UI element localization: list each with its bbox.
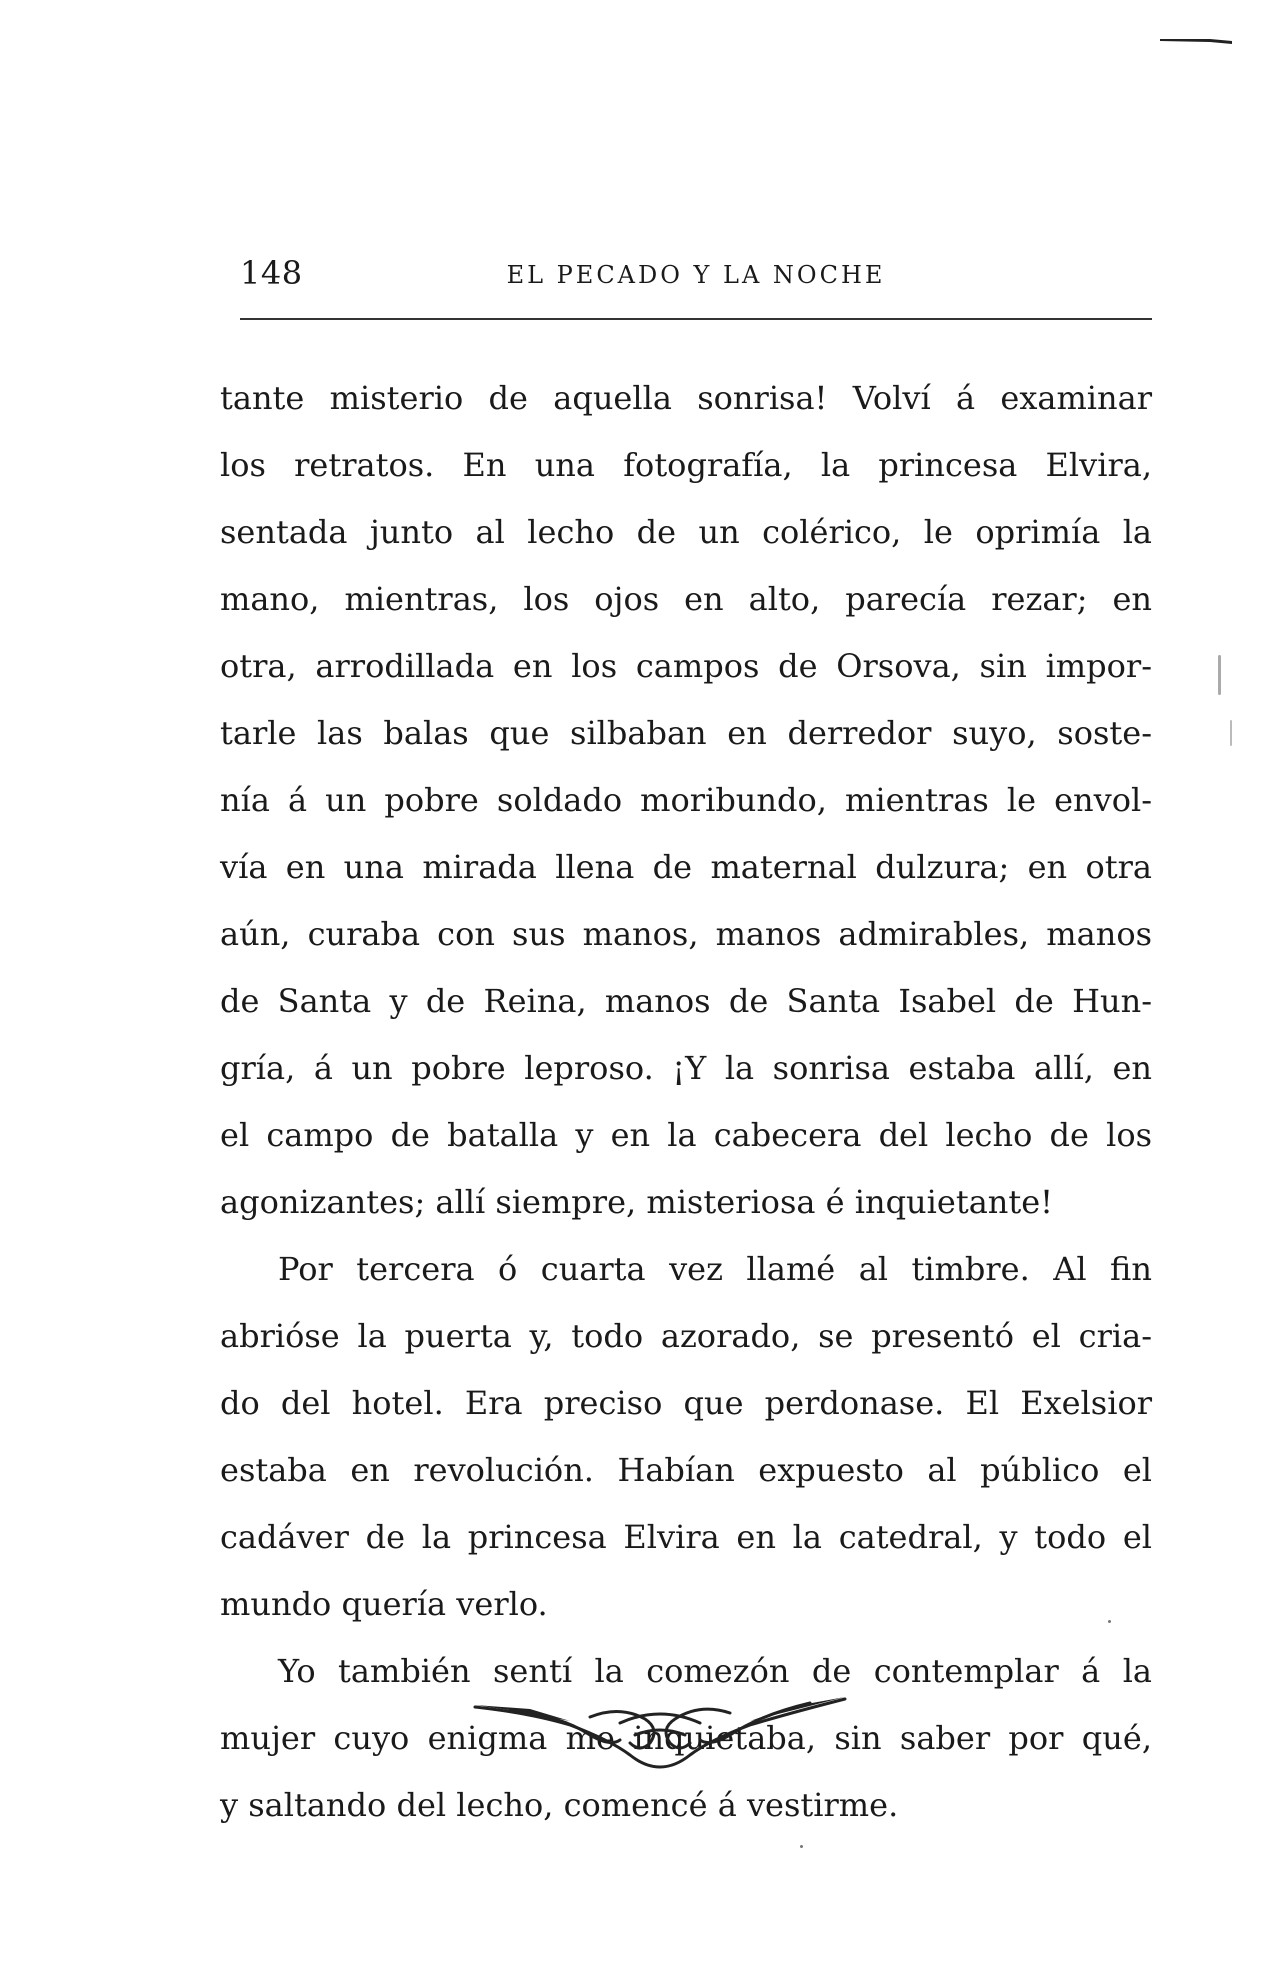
text-line: nía á un pobre soldado moribundo, mientras le envol- bbox=[220, 781, 1152, 819]
header-rule bbox=[240, 318, 1152, 320]
text-line: mano, mientras, los ojos en alto, parecía rezar; en bbox=[220, 580, 1152, 618]
page-number: 148 bbox=[240, 254, 303, 292]
text-line: mujer cuyo enigma me inquietaba, sin saber por qué, bbox=[220, 1719, 1152, 1757]
text-line: los retratos. En una fotografía, la princesa Elvira, bbox=[220, 446, 1152, 484]
text-line: tarle las balas que silbaban en derredor suyo, soste- bbox=[220, 714, 1152, 752]
margin-speck bbox=[800, 1845, 803, 1848]
body-text bbox=[220, 365, 1152, 1839]
running-title: EL PECADO Y LA NOCHE bbox=[506, 261, 886, 289]
text-line: sentada junto al lecho de un colérico, le oprimía la bbox=[220, 513, 1152, 551]
text-line: gría, á un pobre leproso. ¡Y la sonrisa estaba allí, en bbox=[220, 1049, 1152, 1087]
text-line: Por tercera ó cuarta vez llamé al timbre. Al fin bbox=[278, 1250, 1152, 1288]
text-line: el campo de batalla y en la cabecera del lecho de los bbox=[220, 1116, 1152, 1154]
text-line: mundo quería verlo. bbox=[220, 1585, 548, 1623]
tailpiece-ornament-icon bbox=[470, 1685, 850, 1775]
text-line: abrióse la puerta y, todo azorado, se presentó el cria- bbox=[220, 1317, 1152, 1355]
text-line: de Santa y de Reina, manos de Santa Isabel de Hun- bbox=[220, 982, 1152, 1020]
text-line: cadáver de la princesa Elvira en la catedral, y todo el bbox=[220, 1518, 1152, 1556]
corner-mark-icon bbox=[1160, 36, 1232, 44]
text-line: Yo también sentí la comezón de contemplar á la bbox=[278, 1652, 1152, 1690]
text-line: estaba en revolución. Habían expuesto al público el bbox=[220, 1451, 1152, 1489]
text-line: tante misterio de aquella sonrisa! Volví á examinar bbox=[220, 379, 1152, 417]
page-header bbox=[240, 253, 1152, 293]
margin-speck bbox=[1218, 655, 1221, 695]
text-line: otra, arrodillada en los campos de Orsova, sin impor- bbox=[220, 647, 1152, 685]
text-line: y saltando del lecho, comencé á vestirme. bbox=[220, 1786, 899, 1824]
margin-speck bbox=[1108, 1620, 1111, 1623]
text-line: do del hotel. Era preciso que perdonase. El Exelsior bbox=[220, 1384, 1152, 1422]
text-line: agonizantes; allí siempre, misteriosa é inquietante! bbox=[220, 1183, 1054, 1221]
text-line: aún, curaba con sus manos, manos admirables, manos bbox=[220, 915, 1152, 953]
text-line: vía en una mirada llena de maternal dulzura; en otra bbox=[220, 848, 1152, 886]
margin-speck bbox=[1230, 720, 1232, 746]
